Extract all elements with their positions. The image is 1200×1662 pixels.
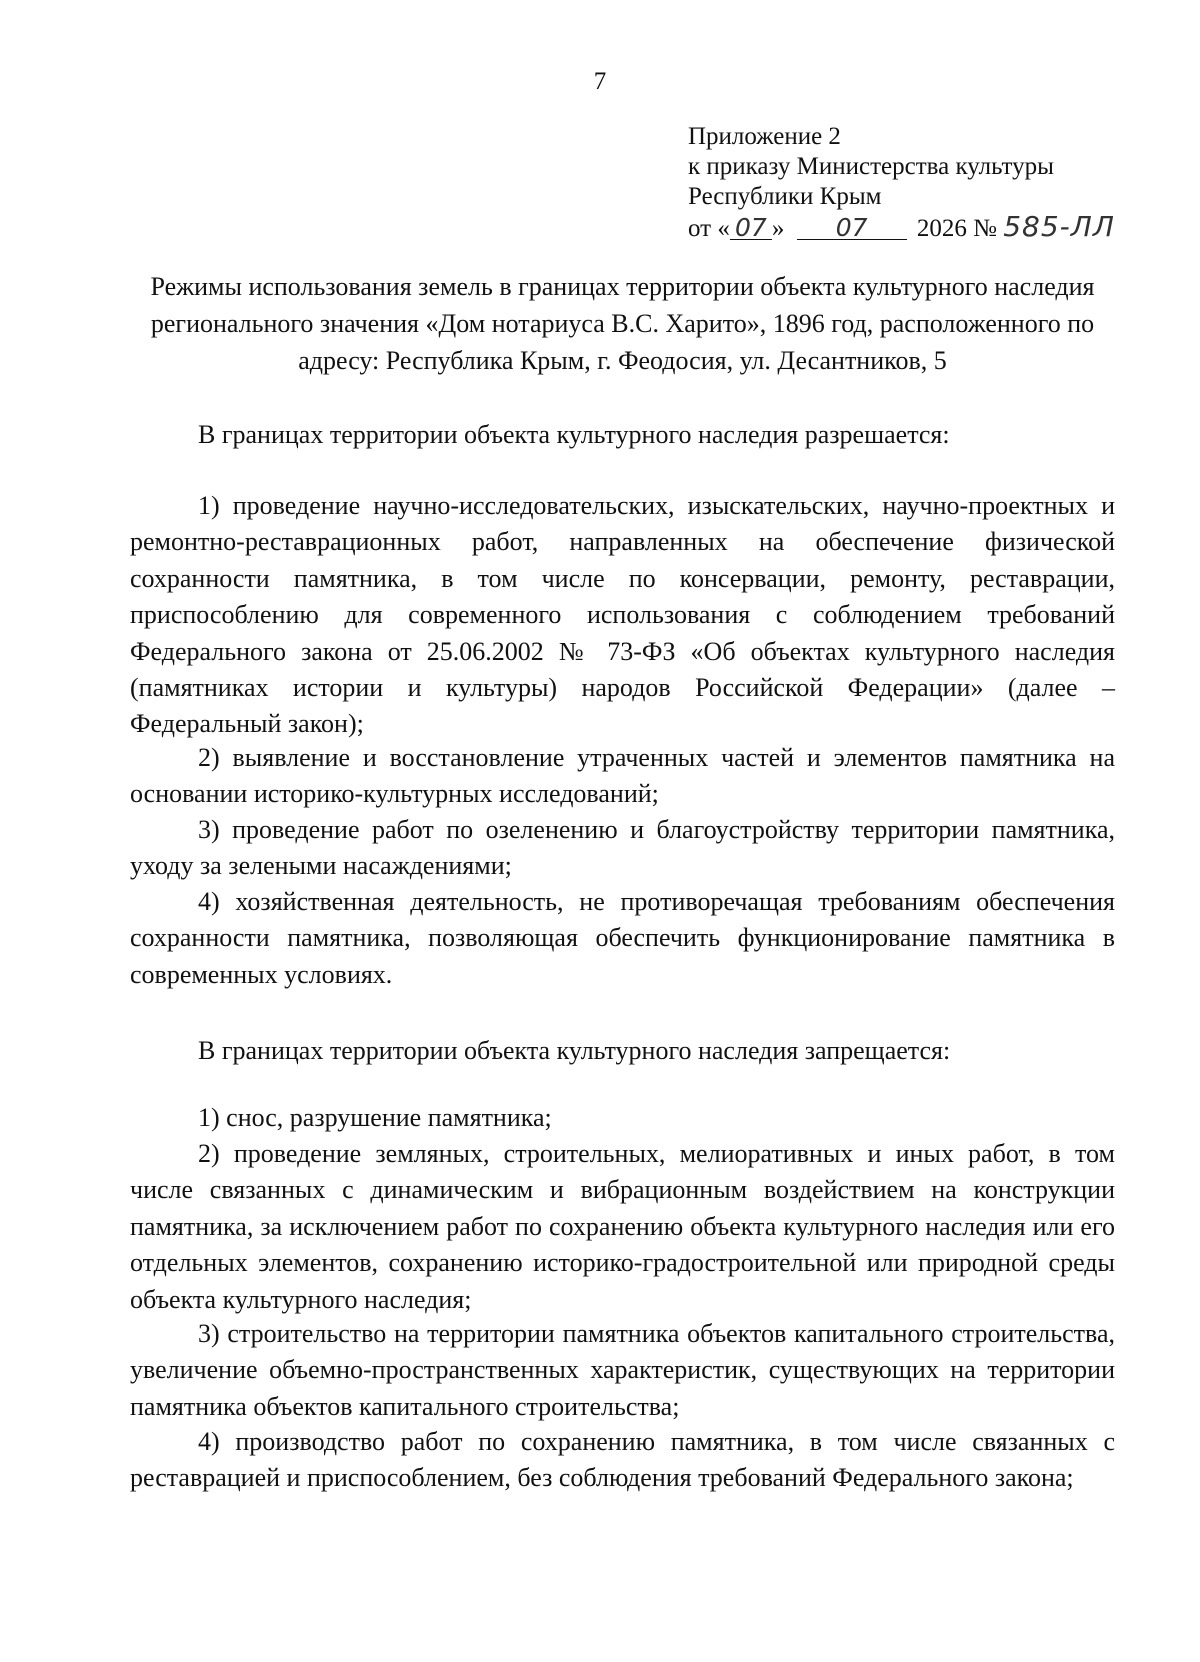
forbidden-item-1: 1) снос, разрушение памятника; (198, 1103, 552, 1132)
appendix-title: Приложение 2 (688, 123, 841, 150)
forbidden-heading: В границах территории объекта культурного наследия запрещается: (198, 1036, 951, 1065)
document-title: Режимы использования земель в границах территории объекта культурного наследия регионального значения «Дом нотариуса В.С. Харито», 1896 год, расположенного по адресу: Республика Крым, г. Феодосия, ул. Десантников, 5 (150, 272, 1095, 375)
page-number: 7 (593, 68, 607, 95)
forbidden-item-2: 2) проведение земляных, строительных, мелиоративных и иных работ, в том числе связанных с динамическим и вибрационным воздействием на конструкции памятника, за исключением работ по сохранению объекта культурного наследия или его отдельных элементов, сохранению историко-градостроительной или природной среды объекта культурного наследия; (130, 1139, 1115, 1314)
date-month: 07 (797, 213, 907, 240)
date-mid: » (771, 215, 785, 242)
forbidden-item-4: 4) производство работ по сохранению памятника, в том числе связанных с реставрацией и приспособлением, без соблюдения требований Федерального закона; (130, 1427, 1115, 1493)
allowed-item-2: 2) выявление и восстановление утраченных частей и элементов памятника на основании историко-культурных исследований; (130, 743, 1115, 809)
allowed-item-4: 4) хозяйственная деятельность, не противоречащая требованиям обеспечения сохранности памятника, позволяющая обеспечить функционирование памятника в современных условиях. (130, 887, 1115, 989)
allowed-heading: В границах территории объекта культурного наследия разрешается: (198, 420, 950, 449)
allowed-item-1: 1) проведение научно-исследовательских, изыскательских, научно-проектных и ремонтно-реставрационных работ, направленных на обеспечение физической сохранности памятника, в том числе по консервации, ремонту, реставрации, приспособлению для современного использования с соблюдением требований Федерального закона от 25.06.2002 № 73-ФЗ «Об объектах культурного наследия (памятниках истории и культуры) народов Российской Федерации» (далее – Федеральный закон); (130, 491, 1115, 739)
allowed-item-3: 3) проведение работ по озеленению и благоустройству территории памятника, уходу за зелеными насаждениями; (130, 815, 1115, 881)
appendix-order-ref: к приказу Министерства культуры (688, 153, 1054, 180)
date-day: 07 (730, 213, 772, 240)
order-number: 585-ЛЛ (1003, 210, 1115, 243)
forbidden-item-3: 3) строительство на территории памятника объектов капитального строительства, увеличение объемно-пространственных характеристик, существующих на территории памятника объектов капитального строительства; (130, 1319, 1115, 1421)
date-prefix: от « (688, 215, 730, 242)
appendix-header (688, 122, 1168, 246)
appendix-date-line (688, 212, 1168, 246)
date-year: 2026 № (916, 215, 997, 242)
appendix-region: Республики Крым (688, 183, 882, 210)
